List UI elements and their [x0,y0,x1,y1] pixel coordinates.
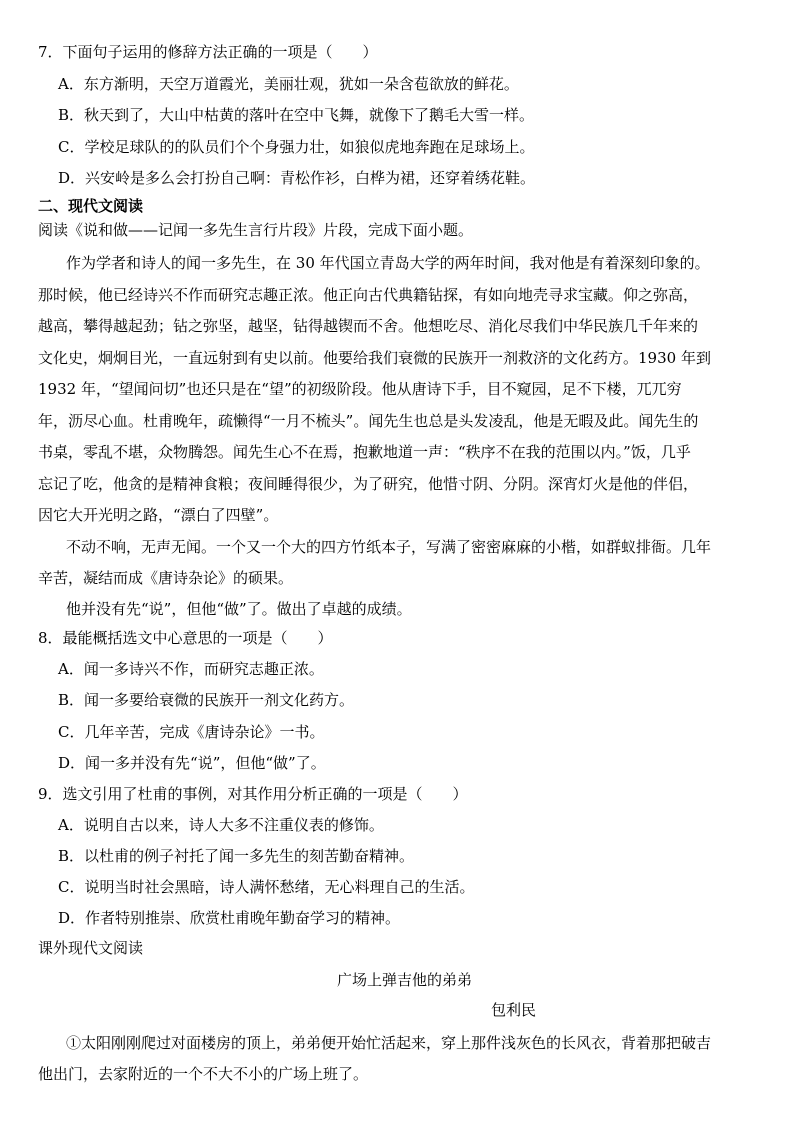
q7-stem: 7．下面句子运用的修辞方法正确的一项是（ ） [38,43,378,61]
passage-line: 那时候，他已经诗兴不作而研究志趣正浓。他正向古代典籍钻探，有如向地壳寻求宝藏。仰之弥高， [38,286,699,304]
section-heading: 二、现代文阅读 [38,197,144,215]
passage-line: 书桌，零乱不堪，众物腾怨。闻先生心不在焉，抱歉地道一声：“秩序不在我的范围以内。”饭，几乎 [38,443,691,461]
passage-line: 1932 年，“望闻问切”也还只是在“望”的初级阶段。他从唐诗下手，目不窥园，足不下楼，兀兀穷 [38,380,682,398]
q9-option-b: B．以杜甫的例子衬托了闻一多先生的刻苦勤奋精神。 [58,847,415,865]
q8-stem: 8．最能概括选文中心意思的一项是（ ） [38,629,333,647]
passage-line: 因它大开光明之路，“漂白了四壁”。 [38,506,279,524]
article-author: 包利民 [491,1001,537,1019]
q8-option-c: C．几年辛苦，完成《唐诗杂论》一书。 [58,723,325,741]
q9-stem: 9．选文引用了杜甫的事例，对其作用分析正确的一项是（ ） [38,785,468,803]
article-title: 广场上弹吉他的弟弟 [337,971,473,989]
q9-option-a: A．说明自古以来，诗人大多不注重仪表的修饰。 [58,816,384,834]
q7-option-b: B．秋天到了，大山中枯黄的落叶在空中飞舞，就像下了鹅毛大雪一样。 [58,106,535,124]
passage-line: 文化史，炯炯目光，一直远射到有史以前。他要给我们衰微的民族开一剂救济的文化药方。1930 年到 [38,349,711,367]
q7-option-d: D．兴安岭是多么会打扮自己啊：青松作衫，白桦为裙，还穿着绣花鞋。 [58,169,536,187]
article-paragraph-line: ①太阳刚刚爬过对面楼房的顶上，弟弟便开始忙活起来，穿上那件浅灰色的长风衣，背着那把破吉 [66,1034,712,1052]
q9-option-c: C．说明当时社会黑暗，诗人满怀愁绪，无心料理自己的生活。 [58,878,475,896]
passage-line: 忘记了吃，他贪的是精神食粮；夜间睡得很少，为了研究，他惜寸阴、分阴。深宵灯火是他的伴侣， [38,475,699,493]
q7-option-a: A．东方渐明，天空万道霞光，美丽壮观，犹如一朵含苞欲放的鲜花。 [58,75,519,93]
passage-line: 作为学者和诗人的闻一多先生，在 30 年代国立青岛大学的两年时间，我对他是有着深刻印象的。 [66,254,710,272]
passage-line: 他并没有先“说”，但他“做”了。做出了卓越的成绩。 [66,600,412,618]
reading-instruction: 阅读《说和做——记闻一多先生言行片段》片段，完成下面小题。 [38,221,474,239]
passage-line: 年，沥尽心血。杜甫晚年，疏懒得“一月不梳头”。闻先生也总是头发凌乱，他是无暇及此。闻先生的 [38,412,699,430]
q7-option-c: C．学校足球队的的队员们个个身强力壮，如狼似虎地奔跑在足球场上。 [58,138,535,156]
q8-option-b: B．闻一多要给衰微的民族开一剂文化药方。 [58,691,355,709]
passage-line: 辛苦，凝结而成《唐诗杂论》的硕果。 [38,569,294,587]
q9-option-d: D．作者特别推崇、欣赏杜甫晚年勤奋学习的精神。 [58,909,401,927]
q8-option-a: A．闻一多诗兴不作，而研究志趣正浓。 [58,660,324,678]
passage-line: 不动不响，无声无闻。一个又一个大的四方竹纸本子，写满了密密麻麻的小楷，如群蚁排衙。几年 [66,538,712,556]
article-paragraph-line: 他出门，去家附近的一个不大不小的广场上班了。 [38,1065,369,1083]
q8-option-d: D．闻一多并没有先“说”，但他“做”了。 [58,754,326,772]
passage-line: 越高，攀得越起劲；钻之弥坚，越坚，钻得越锲而不舍。他想吃尽、消化尽我们中华民族几千年来的 [38,317,699,335]
extracurricular-heading: 课外现代文阅读 [38,939,144,957]
